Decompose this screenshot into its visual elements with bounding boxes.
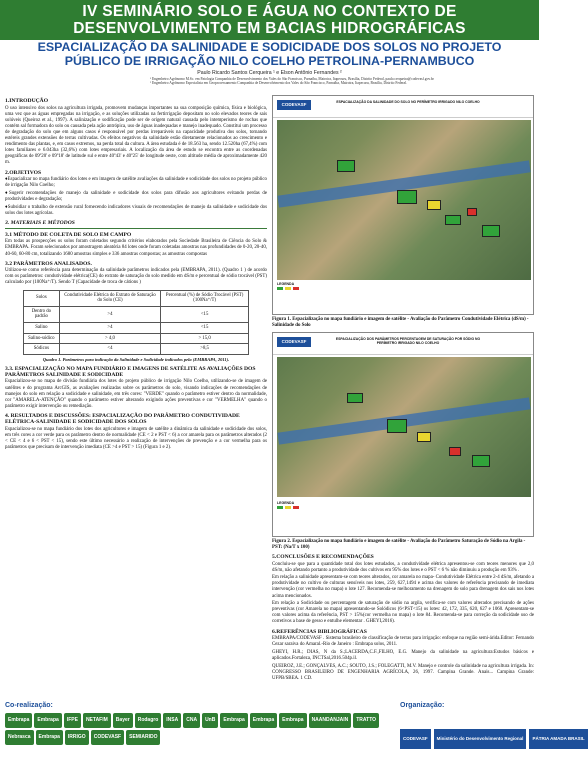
partner-logo: Embrapa <box>250 713 277 728</box>
table-cell: <4 <box>59 344 160 355</box>
lot-marker <box>449 447 461 456</box>
reference-item: GHEYI, H.R.; DIAS, N da S.;LACERDA,C.F.,FILHO, E.G. Manejo da salinidade na agricultura:Estudos básicos e aplicados.Fortaleza, INCTSal,2016.504p.il. <box>272 649 534 661</box>
organizer-logo: Ministério do Desenvolvimento Regional <box>434 729 527 749</box>
legend-swatches <box>277 287 397 292</box>
legend-swatch-red <box>293 506 299 509</box>
objective-item: ♦Sugerir recomendações de manejo da salinidade e sodicidade dos solos para difusão aos agricultores evitando perdas de produtividades e degradação; <box>5 190 267 202</box>
legend-swatch-yellow <box>285 287 291 290</box>
section-3-2-text: Utilizou-se como referência para determinação da salinidade parâmetros indicados pela (EMBRAPA, 2011). (Quadro 1 ) de acordo com os parâmetros: condutividade elétrica(CE) do extrato de saturação do solo medido em dS/m e percentual de sódio trocável (PST) calculado por (100Na⁺/T). Sendo T (Capacidade de troca de cátions ) <box>5 268 267 286</box>
section-4-text: Espacializou-se no mapa fundiário dos lotes dos agricultores e imagem de satélite a dinâmica da salinidade e sodicidade dos solos, em três cores a cor verde para os parâmetro dentro de normalidade (CE < 2 e PST < 6) a cor amarela para os parâmetros alterados (2 < CE < 4 e 6 < PST < 15), sendo este último necessário a realização de intervenções de prevenção e a cor vermelha para os parâmetros que precisam de intervenção imediata (CE >4 e PST > 15) (Figura 1 e 2). <box>5 426 267 450</box>
lot-marker <box>347 393 363 403</box>
affiliation-1: ¹ Engenheiro Agrônomo M.Sc. em Patologia Companhia de Desenvolvimento dos Vales do São Francisco, Parnaíba, Mairoira, Itapecuru, Brasília, Distrito Federal, paulo.cerqueira@codevasf.gov.br <box>150 77 434 81</box>
legend-title: LEGENDA <box>277 282 295 286</box>
table-cell: <15 <box>161 306 249 322</box>
partner-logo: INSA <box>163 713 181 728</box>
corealizacao-label: Co-realização: <box>5 702 53 709</box>
table-row <box>24 333 249 344</box>
section-3-2-heading: 3.2 PARÂMETROS ANALISADOS. <box>5 260 92 267</box>
partner-logo: Embrapa <box>34 713 61 728</box>
legend-swatches <box>277 506 397 511</box>
lot-marker <box>467 208 477 216</box>
footer <box>0 702 585 768</box>
table-row <box>24 322 249 333</box>
poster-title <box>0 41 539 68</box>
partner-logo: Embrapa <box>36 730 63 745</box>
partner-logo: IFPE <box>64 713 81 728</box>
title-line-1: ESPACIALIZAÇÃO DA SALINIDADE E SODICIDADE DOS SOLOS NO PROJETO <box>37 40 502 54</box>
satellite-map <box>277 120 531 280</box>
table-cell: Salino-sódico <box>24 333 60 344</box>
organizacao-label: Organização: <box>400 702 445 709</box>
lot-marker <box>445 215 461 225</box>
table-row <box>24 306 249 322</box>
lot-marker <box>387 419 407 433</box>
map-legend <box>277 282 397 291</box>
organizacao-logos <box>400 714 585 764</box>
section-5-text: Concluiu-se que para a quantidade total dos lotes estudados, a condutividade elétrica apresentou-se com teores menores que 2,0 dS/m, não afetando portanto a produtividade dos cultivos em 95% dos lotes e o PST < 6 % não diminuiu a produção em 93% . <box>272 561 534 573</box>
title-line-2: PÚBLICO DE IRRIGAÇÃO NILO COELHO PETROLINA-PERNAMBUCO <box>64 53 475 68</box>
banner-line-2: DESENVOLVIMENTO EM BACIAS HIDROGRÁFICAS <box>73 20 466 37</box>
codevasf-logo: CODEVASF <box>277 337 311 347</box>
section-4-heading: 4. RESULTADOS E DISCUSSÕES: ESPACIALIZAÇÃO DO PARÂMETRO CONDUTIVIDADE ELÉTRICA-SALINIDADE E SODICIDADE DOS SOLOS <box>5 412 240 426</box>
lot-marker <box>397 190 417 204</box>
left-column <box>5 95 267 453</box>
table-header-row <box>24 290 249 306</box>
satellite-map <box>277 357 531 497</box>
table-cell: <15 <box>161 322 249 333</box>
divider <box>5 228 267 229</box>
lot-marker <box>337 160 355 172</box>
section-3-1-text: Em todas as prospecções os solos foram coletados segundo critérios elaborados pela Sociedade Brasileira de Ciência do Solo & EMBRAPA. Foram selecionados por amostragem aleatória 84 lotes onde foram coletadas amostras nas profundidades de 0-20, 20-40, 40-60, 60-80 cm, totalizando 1680 amostras simples e 336 amostras compostas; as amostras compostas <box>5 239 267 257</box>
figure-1 <box>272 95 534 315</box>
figure-2 <box>272 332 534 537</box>
organizer-logo: CODEVASF <box>400 729 431 749</box>
partner-logo: NETAFIM <box>83 713 111 728</box>
table-header-cell: Solos <box>24 290 60 306</box>
partner-logo: SEMIARIDO <box>126 730 160 745</box>
partner-logo: UnB <box>202 713 218 728</box>
table-caption: Quadro 1. Parâmetros para indicação da Salinidade e Sodicidade indicados pela (EMBRAPA, 2011). <box>42 356 230 362</box>
partner-logo: Nebrasca <box>5 730 34 745</box>
banner-line-1: IV SEMINÁRIO SOLO E ÁGUA NO CONTEXTO DE <box>82 3 457 20</box>
table-cell: >4 <box>59 322 160 333</box>
table-cell: Salino <box>24 322 60 333</box>
lot-marker <box>482 225 500 237</box>
table-cell: >8,5 <box>161 344 249 355</box>
partner-logo: CODEVASF <box>91 730 124 745</box>
table-header-cell: Condutividade Elétrica do Extrato de Saturação do Solo (CE) <box>59 290 160 306</box>
section-6-heading: 6.REFERÊNCIAS BIBLIOGRÁFICAS <box>272 628 367 635</box>
lot-marker <box>417 432 431 442</box>
materials-heading: 3. MATERIAIS E MÉTODOS <box>5 219 75 226</box>
map-legend <box>277 501 397 510</box>
event-banner <box>0 0 539 40</box>
reference-item: EMBRAPA/CODEVASF . Sistema brasileiro de classificação de terras para irrigação: enfoque na região semi-árida.Editor: Fernando Cezar saraiva do Amaral.-Rio de Janeiro : Embrapa solos, 2011. <box>272 636 534 648</box>
right-column <box>272 95 534 683</box>
table-cell: Sódicos <box>24 344 60 355</box>
lot-marker <box>427 200 441 210</box>
objective-item: ♦Subsidiar o trabalho de extensão rural fornecendo indicadores visuais de recomendações de manejo da salinidade e sodicidade dos solos dos lotes agrícolas. <box>5 204 267 216</box>
corealizacao-logos <box>5 713 395 765</box>
partner-logo: CNA <box>183 713 200 728</box>
organizer-logo: PÁTRIA AMADA BRASIL <box>529 729 587 749</box>
legend-swatch-green <box>277 287 283 290</box>
affiliations <box>150 77 480 86</box>
section-5-text: Em relação a Sodicidade ou percentagem de saturação de sódio na argila, verifica-se com valores alterados precisando de ações preventivas (cor Amarela no mapa) apresentando-se Solódicos (6<PST<15) os lotes: 42, 172, 335, 620, 627 e 1060. Apresentam-se com valores acima da referência, PST > 15%(cor vermelha no mapa) o lote 84. Recomenda-se para correção da sodicidade uso de corretivos a base de gesso e entulhe elementar . GHEYI,2016). <box>272 601 534 625</box>
codevasf-logo: CODEVASF <box>277 100 311 110</box>
figure-header <box>273 96 533 118</box>
legend-swatch-yellow <box>285 506 291 509</box>
figure-header <box>273 333 533 355</box>
partner-logo: Embrapa <box>5 713 32 728</box>
legend-swatch-green <box>277 506 283 509</box>
intro-text: O uso intensivo dos solos na agricultura irrigada, promovem mudanças importantes na sua composição química, física e biológica, uma vez que as águas empregadas na irrigação, e as soluções utilizadas na fertirrigação depositam no solo elevados teores de sais solúveis (Queiroz et al., 1997). A salinização e sodificação pode ser de origem natural causada pelo intemperismo de rochas que contém sal formadora do solo ou causada pela ação antrópica, uso de águas inadequadas e manejo inadequado. Constitui um processo de degradação do solo que em alguns casos é responsável por perdas irreparáveis na capacidade produtiva dos solos, tornando estéreis grandes extensões de terras cultivadas. Os efeitos negativos da salinidade estão diretamente relacionados ao crescimento e rendimento das plantas, e, em casos extremos, na perda total da cultura. A área estudada é de 18.563 ha, sendo 12.520ha (67,4%) com lotes familiares e 6.043ha (32,6%) com lotes empresariais. A localização da área de estudo se encontra entre as coordenadas geográficas de 09º20' e 09º18' de latitude sul e entre 40º43' e 40º25' de longitude oeste, com altitude média de aproximadamente 420 m. <box>5 105 267 166</box>
reference-item: QUEIROZ, J.E.; GONÇALVES, A.C.; SOUTO, J.S.; FOLEGATTI, M.V. Manejo e controle da salinidade na agricultura irrigada. In: CONGRESSO BRASILEIRO DE ENGENHARIA AGRÍCOLA, 26, 1997. Campina Grande. Anais... Campina Grande: UFPB/SBEA. 1 CD. <box>272 663 534 681</box>
table-row <box>24 344 249 355</box>
section-3-3-text: Espacializou-se no mapa de divisão fundiária dos lotes do projeto público de irrigação Nilo Coelho, utilizando-se de imagem de satélites e do programa ArcGIS, as avaliações realizadas sobre os parâmetros do solo, visando indicações de recomendações de manejos do solo em relação a sodicidade e salinidade, em três cores: "VERDE" quando o parâmetro estiver dentro da normalidade, cor "AMARELA-ATENÇÃO" quando o parâmetro estiver alterando exigindo ações preventivas e cor "VERMELHA" quando o parâmetro exigir intervenção ou remediação. <box>5 379 267 409</box>
authors: Paulo Ricardo Santos Cerqueira ¹ e Elson Antônio Fernandes ² <box>197 70 342 76</box>
section-5-heading: 5.CONCLUSÕES E RECOMENDAÇÕES <box>272 554 374 560</box>
legend-title: LEGENDA <box>277 501 295 505</box>
objective-item: ♦Espacializar no mapa fundiário dos lotes e em imagem de satélite avaliações da salinidade e sodicidade dos solos no projeto público de irrigação Nilo Coelho; <box>5 177 267 189</box>
section-3-3-heading: 3.3. ESPACIALIZAÇÃO NO MAPA FUNDIÁRIO E IMAGENS DE SATÉLITE AS AVALIAÇÕES DOS PARÂMETROS SALINIDADE E SODICIDADE <box>5 365 256 378</box>
partner-logo: Embrapa <box>279 713 306 728</box>
section-5-text: Em relação a salinidade apresentam-se com teores alterados, cor amarela no mapa- Condutividade Elétrica entre 2-4 dS/m, afetando a produtividade no cultivo de culturas sensíveis nos lotes, 259, 627,1494 e acima dos valores de referência precisando de imediata intervenção (cor vermelha no mapa) o lote 127. Recomenda-se melhoramento na drenagem do solo para drenagem dos sais nos lotes acima mencionados. <box>272 575 534 599</box>
partner-logo: Embrapa <box>220 713 247 728</box>
partner-logo: Bayer <box>113 713 133 728</box>
affiliation-2: ² Engenheiro Agrônomo Especialista em Geoprocessamento Companhia de Desenvolvimento dos Vales do São Francisco, Parnaíba, Mairoira, Itapecuru, Brasília, Distrito Federal. <box>150 81 407 86</box>
partner-logo: TRATTO <box>353 713 379 728</box>
figure-2-caption: Figura 2. Espacialização no mapa fundiário e imagem de satélite - Avaliação do Parâmetro Saturação de Sódio na Argila - PST: (Na/T x 100) <box>272 539 526 550</box>
table-cell: >4 <box>59 306 160 322</box>
figure-map-title: ESPACIALIZAÇÃO DA SALINIDADE DO SOLO NO PERÍMETRO IRRIGADO NILO COELHO <box>336 100 480 104</box>
intro-heading: 1.INTRODUÇÃO <box>5 98 49 104</box>
figure-map-title: ESPACIALIZAÇÃO DOS PARÂMETROS PERCENTAGEM DE SATURAÇÃO POR SÓDIO NO PERÍMETRO IRRIGADO NILO COELHO <box>335 337 481 345</box>
table-header-cell: Percentual (%) de Sódio Trocável (PST) (100Na⁺/T) <box>161 290 249 306</box>
lot-marker <box>472 455 490 467</box>
partner-logo: Rodagro <box>135 713 162 728</box>
partner-logo: NAANDANJAIN <box>309 713 352 728</box>
table-cell: > 4,0 <box>59 333 160 344</box>
table-cell: > 15,0 <box>161 333 249 344</box>
parameters-table <box>23 290 249 355</box>
objectives-heading: 2.OBJETIVOS <box>5 169 42 176</box>
partner-logo: IRRIGO <box>65 730 89 745</box>
figure-1-caption: Figura 1. Espacialização no mapa fundiário e imagem de satélite - Avaliação do Parâmetro Condutividade Elétrica (dS/m) - Salinidade do Solo <box>272 317 529 328</box>
section-3-1-heading: 3.1 MÉTODO DE COLETA DE SOLO EM CAMPO <box>5 231 132 238</box>
table-cell: Dentro do padrão <box>24 306 60 322</box>
legend-swatch-red <box>293 287 299 290</box>
